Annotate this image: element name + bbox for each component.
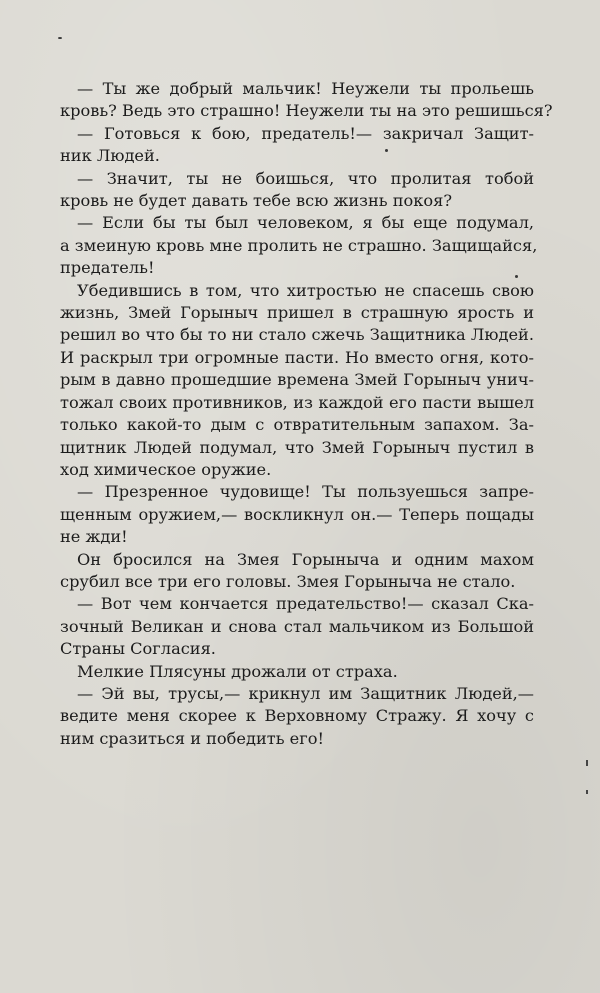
text-line: а змеиную кровь мне пролить не страшно. Защищайся, [60,235,538,255]
text-line: — Эй вы, трусы,— крикнул им Защитник Людей,— [77,683,534,703]
text-line: срубил все три его головы. Змея Горыныча не стало. [60,571,516,591]
text-line: ведите меня скорее к Верховному Стражу. Я хочу с [60,706,534,726]
text-line: — Готовься к бою, предатель!— закричал Защит- [77,123,534,143]
text-line: — Если бы ты был человеком, я бы еще подумал, [77,213,534,233]
text-line: только какой-то дым с отвратительным запахом. За- [60,415,534,435]
text-line: ход химическое оружие. [60,459,272,479]
text-line: — Презренное чудовище! Ты пользуешься запре- [77,482,534,502]
text-line: щенным оружием,— воскликнул он.— Теперь пощады [60,504,534,524]
text-line: — Ты же добрый мальчик! Неужели ты прольешь [77,79,534,98]
text-line: ник Людей. [60,146,160,166]
text-line: жизнь, Змей Горыныч пришел в страшную ярость и [60,303,534,323]
body-text [60,78,553,750]
text-line: — Значит, ты не боишься, что пролитая тобой [77,168,534,188]
text-line: Убедившись в том, что хитростью не спасешь свою [77,280,534,300]
text-line: Мелкие Плясуны дрожали от страха. [77,661,398,681]
text-line: предатель! [60,258,155,278]
text-line: тожал своих противников, из каждой его пасти вышел [60,392,534,412]
text-line: решил во что бы то ни стало сжечь Защитника Людей. [60,325,534,345]
text-line: не жди! [60,527,128,547]
text-line: кровь? Ведь это страшно! Неужели ты на это решишься? [60,101,553,121]
text-line: щитник Людей подумал, что Змей Горыныч пустил в [60,437,534,457]
page-edge-mark [586,760,588,766]
text-line: И раскрыл три огромные пасти. Но вместо огня, кото- [60,347,534,367]
print-speck [58,37,62,39]
text-line: кровь не будет давать тебе всю жизнь покоя? [60,191,452,211]
text-line: зочный Великан и снова стал мальчиком из Большой [60,616,534,636]
text-line: рым в давно прошедшие времена Змей Горыныч унич- [60,370,534,390]
text-line: Он бросился на Змея Горыныча и одним махом [77,549,534,569]
text-line: ним сразиться и победить его! [60,728,324,748]
text-line: Страны Согласия. [60,639,216,659]
text-line: — Вот чем кончается предательство!— сказал Ска- [77,594,534,614]
page-edge-mark [586,790,588,794]
